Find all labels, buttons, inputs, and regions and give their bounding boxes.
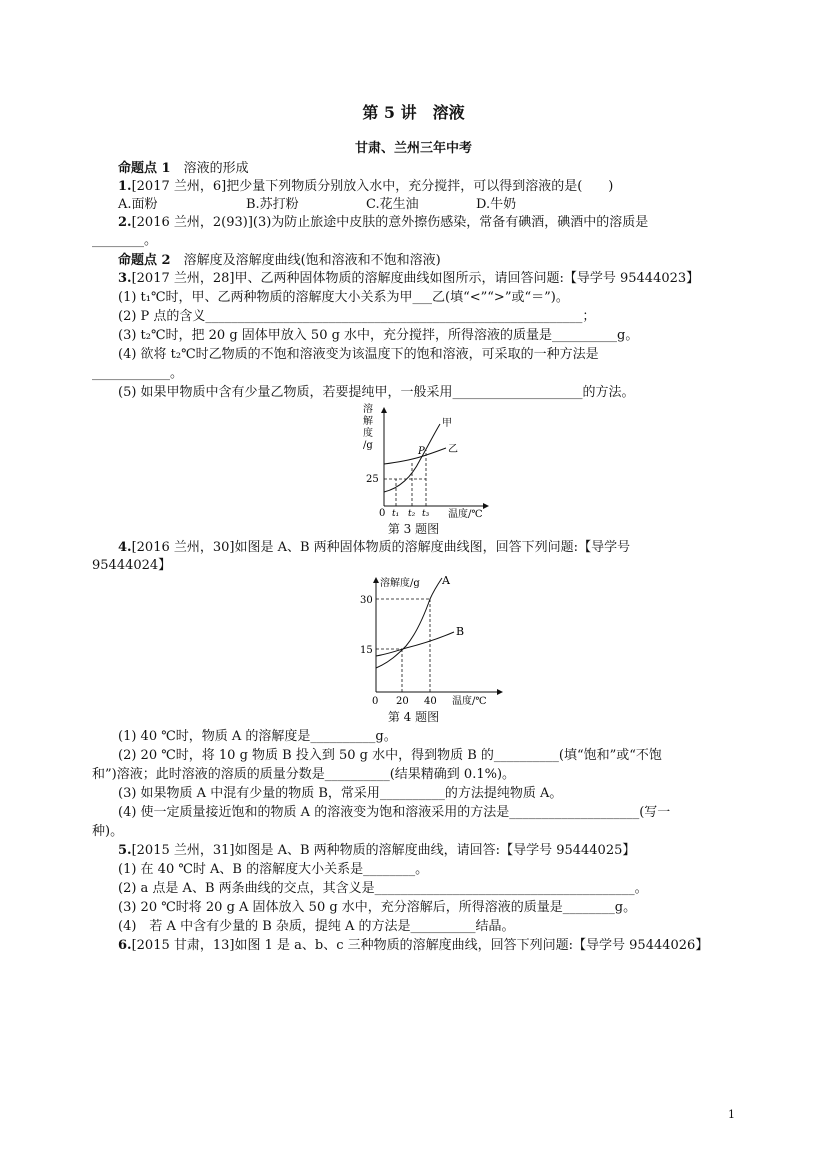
figure-3-caption: 第 3 题图	[387, 522, 440, 536]
page-subtitle: 甘肃、兰州三年中考	[354, 141, 472, 156]
question-4-text: [2016 兰州，30]如图是 A、B 两种固体物质的溶解度曲线图，回答下列问题:【导学号	[131, 540, 631, 555]
figure-3-y-tick-25: 25	[366, 474, 379, 485]
question-4-part-2-cont: 和”)溶液；此时溶液的溶质的质量分数是__________(结果精确到 0.1%)。	[92, 767, 516, 782]
figure-4-y-tick-30: 30	[360, 595, 373, 606]
page-number: 1	[728, 1108, 735, 1121]
question-3-part-4-blank: ____________。	[92, 366, 184, 381]
question-4-part-2: (2) 20 ℃时，将 10 g 物质 B 投入到 50 g 水中，得到物质 B 的__________(填“饱和”或“不饱	[118, 748, 662, 763]
question-4-part-4-cont: 种)。	[92, 824, 124, 839]
figure-4-origin: 0	[372, 696, 379, 707]
page-title: 第 5 讲 溶液	[362, 103, 465, 122]
question-3-part-2: (2) P 点的含义__________________________________________________________；	[118, 309, 596, 324]
question-4-part-3: (3) 如果物质 A 中混有少量的物质 B，常采用__________的方法提纯物质 A。	[118, 786, 563, 801]
figure-3-label-yi: 乙	[448, 444, 458, 455]
option-d: D.牛奶	[476, 197, 517, 212]
question-2-blank: ________。	[92, 233, 158, 248]
figure-4-xlabel: 温度/℃	[452, 696, 487, 707]
question-4-part-4: (4) 使一定质量接近饱和的物质 A 的溶液变为饱和溶液采用的方法是____________________(写一	[118, 805, 671, 820]
question-2-text: [2016 兰州，2(93)](3)为防止旅途中皮肤的意外擦伤感染，常备有碘酒，碘酒中的溶质是	[131, 215, 649, 230]
figure-3-curve-jia	[384, 424, 440, 492]
question-5-part-4: (4) 若 A 中含有少量的 B 杂质，提纯 A 的方法是__________结晶。	[118, 919, 515, 934]
figure-3-tick-t3: t₃	[422, 509, 430, 519]
section-2-text: 溶解度及溶解度曲线(饱和溶液和不饱和溶液)	[170, 253, 441, 268]
question-6	[118, 937, 708, 954]
section-1-heading	[118, 160, 249, 177]
figure-3-ylabel-1: 溶	[363, 404, 373, 415]
option-c: C.花生油	[366, 197, 419, 212]
question-3-text: [2017 兰州，28]甲、乙两种固体物质的溶解度曲线如图所示，请回答问题:【导学号 95444023】	[131, 271, 700, 286]
figure-3-point-p: P	[418, 446, 425, 457]
figure-4-x-tick-20: 20	[396, 696, 409, 707]
figure-4-ylabel: 溶解度/g	[380, 578, 420, 589]
question-6-number: 6.	[118, 938, 132, 953]
question-5-part-3: (3) 20 ℃时将 20 g A 固体放入 50 g 水中，充分溶解后，所得溶液的质量是________g。	[118, 900, 637, 915]
question-5-number: 5.	[118, 843, 132, 858]
figure-3-tick-t1: t₁	[392, 509, 400, 519]
figure-3-tick-t2: t₂	[408, 509, 416, 519]
figure-4-curve-a	[376, 578, 442, 668]
question-5-text: [2015 兰州，31]如图是 A、B 两种物质的溶解度曲线，请回答:【导学号 95444025】	[131, 843, 636, 858]
question-3-number: 3.	[118, 271, 132, 286]
option-a: A.面粉	[118, 197, 158, 212]
option-b: B.苏打粉	[246, 197, 299, 212]
figure-4-label-b: B	[456, 625, 465, 638]
question-3	[118, 270, 699, 287]
question-2-number: 2.	[118, 215, 132, 230]
question-4-number: 4.	[118, 540, 132, 555]
question-6-text: [2015 甘肃，13]如图 1 是 a、b、c 三种物质的溶解度曲线，回答下列问题:【导学号 95444026】	[131, 938, 709, 953]
question-1-text: [2017 兰州，6]把少量下列物质分别放入水中，充分搅拌，可以得到溶液的是( )	[131, 179, 614, 194]
figure-4-curve-b	[376, 632, 454, 656]
section-2-heading	[118, 252, 441, 269]
question-3-part-1: (1) t₁℃时，甲、乙两种物质的溶解度大小关系为甲___乙(填“<”“>”或“＝”)。	[118, 290, 569, 305]
figure-4-x-tick-40: 40	[424, 696, 437, 707]
figure-3-ylabel-2: 解	[363, 416, 373, 427]
figure-4-label-a: A	[442, 574, 450, 587]
figure-3-ylabel-4: /g	[363, 440, 373, 451]
question-4-guide-number: 95444024】	[92, 558, 172, 573]
section-1-text: 溶液的形成	[170, 161, 249, 176]
figure-4-caption: 第 4 题图	[387, 710, 440, 724]
figure-3-origin: 0	[379, 508, 386, 519]
question-3-part-4: (4) 欲将 t₂℃时乙物质的不饱和溶液变为该温度下的饱和溶液，可采取的一种方法是	[118, 347, 599, 362]
question-5-part-2: (2) a 点是 A、B 两条曲线的交点，其含义是________________________________________。	[118, 881, 648, 896]
question-1-options	[118, 196, 516, 213]
figure-3-label-jia: 甲	[442, 418, 452, 429]
question-4-part-1: (1) 40 ℃时，物质 A 的溶解度是__________g。	[118, 729, 397, 744]
question-3-part-3: (3) t₂℃时，把 20 g 固体甲放入 50 g 水中，充分搅拌，所得溶液的质量是__________g。	[118, 328, 639, 343]
question-5	[118, 842, 635, 859]
figure-3-xlabel: 温度/℃	[448, 509, 483, 520]
question-2	[118, 214, 648, 231]
figure-3-solubility-chart	[352, 402, 492, 520]
question-1-number: 1.	[118, 179, 132, 194]
question-1	[118, 178, 613, 195]
question-4	[118, 539, 630, 556]
section-2-label: 命题点 2	[118, 253, 171, 268]
figure-3-curve-yi	[384, 448, 446, 464]
question-3-part-5: (5) 如果甲物质中含有少量乙物质，若要提纯甲，一般采用____________________的方法。	[118, 385, 635, 400]
figure-3-ylabel-3: 度	[363, 428, 373, 439]
section-1-label: 命题点 1	[118, 161, 171, 176]
figure-4-y-tick-15: 15	[360, 645, 373, 656]
question-5-part-1: (1) 在 40 ℃时 A、B 的溶解度大小关系是________。	[118, 862, 429, 877]
figure-4-solubility-chart	[356, 574, 506, 708]
